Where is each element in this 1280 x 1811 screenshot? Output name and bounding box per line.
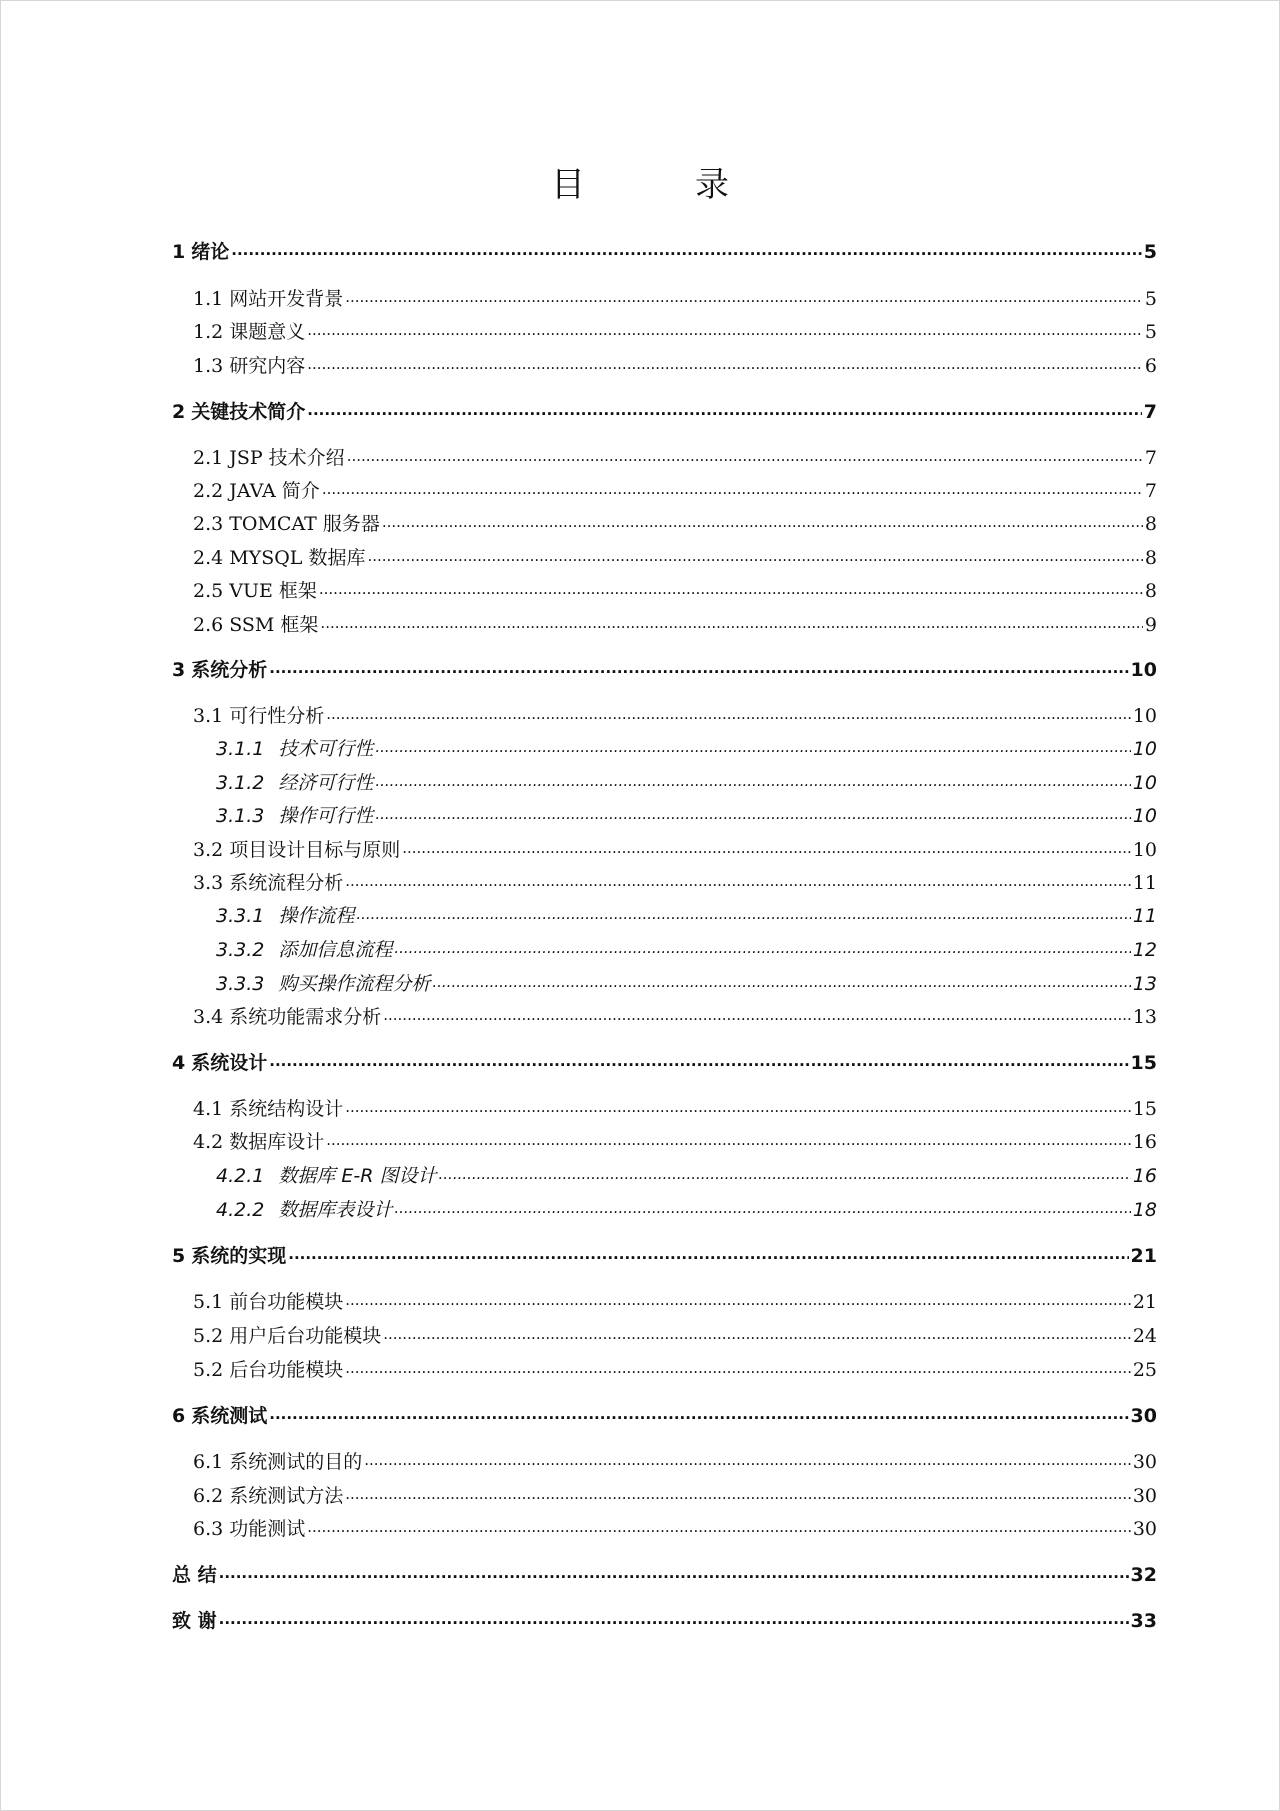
toc-entry-page-number: 6 [1144,355,1157,377]
toc-entry-title: 数据库 E-R 图设计 [278,1165,437,1187]
toc-entry[interactable] [193,477,1157,505]
toc-entry-title: 前台功能模块 [229,1291,344,1313]
toc-entry-title: 网站开发背景 [229,288,344,310]
toc-entry[interactable] [193,444,1157,472]
dot-leader [326,1126,1131,1154]
toc-entry-title: VUE 框架 [229,580,317,602]
toc-entry-title: SSM 框架 [229,614,319,636]
toc-entry-title: MYSQL 数据库 [229,547,366,569]
toc-entry-page-number: 21 [1130,1245,1157,1267]
toc-entry-title: 数据库设计 [229,1131,325,1153]
dot-leader [345,867,1131,895]
toc-entry-title: 数据库表设计 [278,1199,393,1221]
toc-entry-title: 系统分析 [191,659,268,681]
toc-entry[interactable] [216,1162,1157,1190]
toc-entry-page-number: 10 [1132,805,1157,827]
toc-entry-title: 绪论 [191,241,230,263]
dot-leader [269,1047,1128,1075]
toc-entry-number: 3 [172,659,186,681]
toc-entry-title: 系统的实现 [191,1245,287,1267]
toc-entry[interactable] [193,285,1157,313]
dot-leader [394,934,1130,962]
toc-entry-number: 1.2 [193,321,224,343]
dot-leader [383,1320,1131,1348]
toc-entry[interactable] [193,1288,1157,1316]
toc-entry-number: 5 [172,1245,186,1267]
toc-entry[interactable] [193,836,1157,864]
toc-entry-number: 4 [172,1052,186,1074]
dot-leader [402,834,1131,862]
toc-entry[interactable] [193,702,1157,730]
toc-entry-number: 1.1 [193,288,224,310]
dot-leader [326,700,1131,728]
dot-leader [439,1160,1131,1188]
toc-entry[interactable] [172,656,1157,684]
toc-entry-number: 2.4 [193,547,224,569]
dot-leader [307,396,1142,424]
toc-entry[interactable] [216,802,1157,830]
toc-entry[interactable] [193,1128,1157,1156]
dot-leader [307,350,1143,378]
toc-entry-page-number: 8 [1144,547,1157,569]
toc-entry-page-number: 13 [1132,1006,1157,1028]
dot-leader [375,733,1130,761]
toc-entry-page-number: 30 [1132,1451,1157,1473]
toc-entry-title: 系统测试 [191,1405,268,1427]
toc-entry-title: 课题意义 [229,321,306,343]
toc-entry[interactable] [193,318,1157,346]
toc-entry-page-number: 5 [1144,321,1157,343]
toc-entry-page-number: 7 [1143,401,1157,423]
toc-entry-number: 3.1.2 [216,772,265,794]
toc-entry-number: 1.3 [193,355,224,377]
dot-leader [307,316,1143,344]
toc-entry-title: 致 谢 [172,1610,217,1632]
toc-entry-page-number: 7 [1144,480,1157,502]
toc-entry-number: 2.3 [193,513,224,535]
toc-entry-page-number: 10 [1130,659,1157,681]
toc-entry[interactable] [172,1242,1157,1270]
toc-entry-title: TOMCAT 服务器 [229,513,380,535]
toc-entry[interactable] [193,352,1157,380]
toc-entry-title: 操作流程 [278,905,355,927]
toc-entry[interactable] [172,1561,1157,1589]
toc-entry-title: 可行性分析 [229,705,325,727]
dot-leader [322,475,1143,503]
dot-leader [319,575,1143,603]
dot-leader [269,654,1128,682]
toc-entry-number: 2.2 [193,480,224,502]
toc-entry-page-number: 16 [1132,1165,1157,1187]
toc-entry-page-number: 18 [1132,1199,1157,1221]
toc-entry-title: 系统结构设计 [229,1098,344,1120]
toc-entry-title: 经济可行性 [278,772,374,794]
dot-leader [345,1480,1131,1508]
toc-entry-title: 功能测试 [229,1518,306,1540]
toc-entry-page-number: 10 [1132,839,1157,861]
toc-entry-number: 5.2 [193,1325,224,1347]
toc-entry[interactable] [193,1515,1157,1543]
toc-entry-number: 3.2 [193,839,224,861]
toc-entry-page-number: 10 [1132,772,1157,794]
toc-entry-title: 添加信息流程 [278,939,393,961]
toc-entry-page-number: 33 [1130,1610,1157,1632]
dot-leader [375,767,1130,795]
toc-entry[interactable] [193,1095,1157,1123]
toc-entry-title: 系统功能需求分析 [229,1006,382,1028]
toc-entry[interactable] [193,1448,1157,1476]
toc-entry-page-number: 7 [1144,447,1157,469]
toc-entry-page-number: 30 [1132,1485,1157,1507]
toc-entry-page-number: 13 [1132,973,1157,995]
toc-entry[interactable] [216,936,1157,964]
toc-entry[interactable] [193,869,1157,897]
dot-leader [356,900,1130,928]
toc-entry-title: 系统设计 [191,1052,268,1074]
toc-entry-page-number: 10 [1132,705,1157,727]
dot-leader [345,1286,1131,1314]
toc-entry-title: 系统流程分析 [229,872,344,894]
toc-entry-number: 3.3.1 [216,905,265,927]
toc-entry-title: 总 结 [172,1564,217,1586]
dot-leader [382,508,1143,536]
toc-entry[interactable] [216,769,1157,797]
toc-entry[interactable] [193,611,1157,639]
toc-entry-number: 6.2 [193,1485,224,1507]
toc-entry-title: 操作可行性 [278,805,374,827]
toc-entry[interactable] [172,398,1157,426]
toc-entry-page-number: 32 [1130,1564,1157,1586]
dot-leader [364,1446,1131,1474]
toc-entry-number: 3.3 [193,872,224,894]
toc-entry-number: 5.1 [193,1291,224,1313]
toc-entry[interactable] [172,1402,1157,1430]
toc-entry-number: 4.2.1 [216,1165,265,1187]
toc-entry-page-number: 16 [1132,1131,1157,1153]
toc-entry-number: 2.1 [193,447,224,469]
dot-leader [320,609,1142,637]
toc-entry-page-number: 21 [1132,1291,1157,1313]
toc-entry-page-number: 24 [1132,1325,1157,1347]
dot-leader [345,1093,1131,1121]
toc-entry-title: 系统测试方法 [229,1485,344,1507]
toc-entry[interactable] [193,1482,1157,1510]
toc-entry-title: 用户后台功能模块 [229,1325,382,1347]
toc-entry-number: 2.6 [193,614,224,636]
dot-leader [269,1400,1128,1428]
toc-entry-title: 关键技术简介 [191,401,306,423]
toc-entry[interactable] [172,1049,1157,1077]
toc-entry-number: 1 [172,241,186,263]
dot-leader [231,236,1142,264]
dot-leader [307,1513,1131,1541]
toc-entry[interactable] [193,577,1157,605]
toc-entry-title: 系统测试的目的 [229,1451,363,1473]
toc-entry-page-number: 11 [1132,905,1157,927]
dot-leader [219,1559,1129,1587]
toc-entry-title: 项目设计目标与原则 [229,839,401,861]
toc-entry-title: JAVA 简介 [229,480,320,502]
toc-entry-number: 6.1 [193,1451,224,1473]
dot-leader [394,1194,1130,1222]
toc-entry-title: 技术可行性 [278,738,374,760]
toc-entry-page-number: 30 [1132,1518,1157,1540]
dot-leader [432,968,1130,996]
toc-entry-number: 3.1.1 [216,738,265,760]
toc-entry-page-number: 10 [1132,738,1157,760]
toc-entry-number: 3.3.2 [216,939,265,961]
toc-entry-page-number: 25 [1132,1359,1157,1381]
toc-entry-number: 3.1 [193,705,224,727]
toc-entry[interactable] [193,544,1157,572]
toc-entry-page-number: 30 [1130,1405,1157,1427]
toc-entry-page-number: 8 [1144,513,1157,535]
dot-leader [345,283,1143,311]
toc-entry-number: 2.5 [193,580,224,602]
toc-entry-number: 3.1.3 [216,805,265,827]
dot-leader [375,800,1130,828]
toc-entry-title: 购买操作流程分析 [278,973,431,995]
dot-leader [288,1240,1128,1268]
toc-entry[interactable] [193,1356,1157,1384]
dot-leader [219,1605,1129,1633]
toc-entry-page-number: 8 [1144,580,1157,602]
toc-entry-number: 5.2 [193,1359,224,1381]
page-title: 目 录 [551,165,767,205]
toc-entry-number: 6.3 [193,1518,224,1540]
toc-entry-page-number: 5 [1144,288,1157,310]
toc-entry-number: 6 [172,1405,186,1427]
toc-entry-title: JSP 技术介绍 [229,447,345,469]
dot-leader [347,442,1143,470]
toc-entry-page-number: 5 [1143,241,1157,263]
toc-entry-number: 2 [172,401,186,423]
toc-entry-number: 3.4 [193,1006,224,1028]
dot-leader [383,1001,1131,1029]
dot-leader [367,542,1142,570]
toc-entry-page-number: 12 [1132,939,1157,961]
toc-entry[interactable] [216,970,1157,998]
toc-entry-page-number: 15 [1132,1098,1157,1120]
toc-entry[interactable] [216,1196,1157,1224]
toc-entry[interactable] [172,1607,1157,1635]
toc-entry-title: 研究内容 [229,355,306,377]
toc-entry[interactable] [172,238,1157,266]
toc-entry[interactable] [216,902,1157,930]
toc-entry-title: 后台功能模块 [229,1359,344,1381]
toc-entry-page-number: 11 [1132,872,1157,894]
toc-entry[interactable] [193,510,1157,538]
toc-entry[interactable] [193,1003,1157,1031]
toc-entry-page-number: 15 [1130,1052,1157,1074]
toc-entry-number: 3.3.3 [216,973,265,995]
toc-entry-number: 4.2.2 [216,1199,265,1221]
toc-entry-number: 4.2 [193,1131,224,1153]
toc-entry[interactable] [216,735,1157,763]
dot-leader [345,1354,1131,1382]
toc-entry-page-number: 9 [1144,614,1157,636]
toc-entry[interactable] [193,1322,1157,1350]
toc-entry-number: 4.1 [193,1098,224,1120]
